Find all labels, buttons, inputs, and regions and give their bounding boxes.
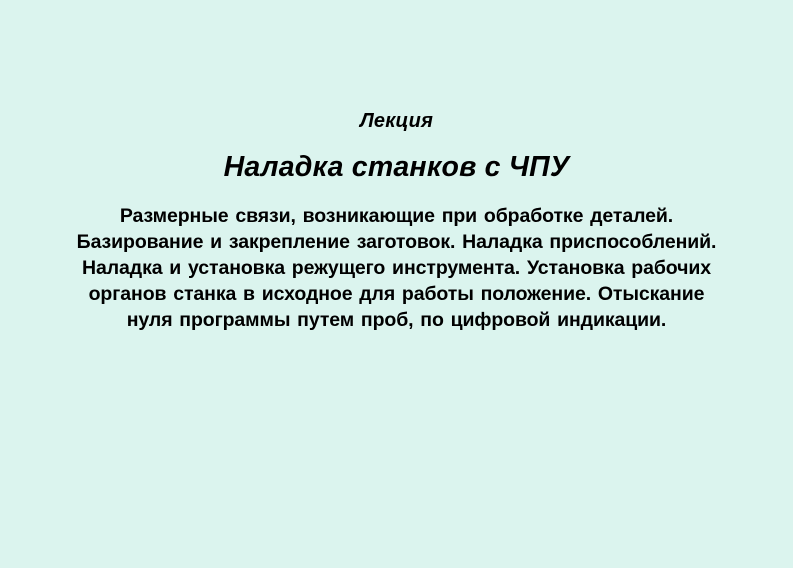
body-line-2: Базирование и закрепление заготовок. Наладка приспособлений. bbox=[76, 231, 717, 253]
body-line-1: Размерные связи, возникающие при обработке деталей. bbox=[119, 205, 674, 227]
slide-title: Наладка станков с ЧПУ bbox=[223, 151, 570, 183]
body-line-4: органов станка в исходное для работы положение. Отыскание bbox=[88, 283, 705, 305]
slide-kicker: Лекция bbox=[359, 110, 434, 132]
slide-body-paragraph bbox=[37, 203, 757, 333]
body-line-3: Наладка и установка режущего инструмента. Установка рабочих bbox=[82, 257, 711, 279]
body-line-5: нуля программы путем проб, по цифровой индикации. bbox=[126, 309, 667, 331]
